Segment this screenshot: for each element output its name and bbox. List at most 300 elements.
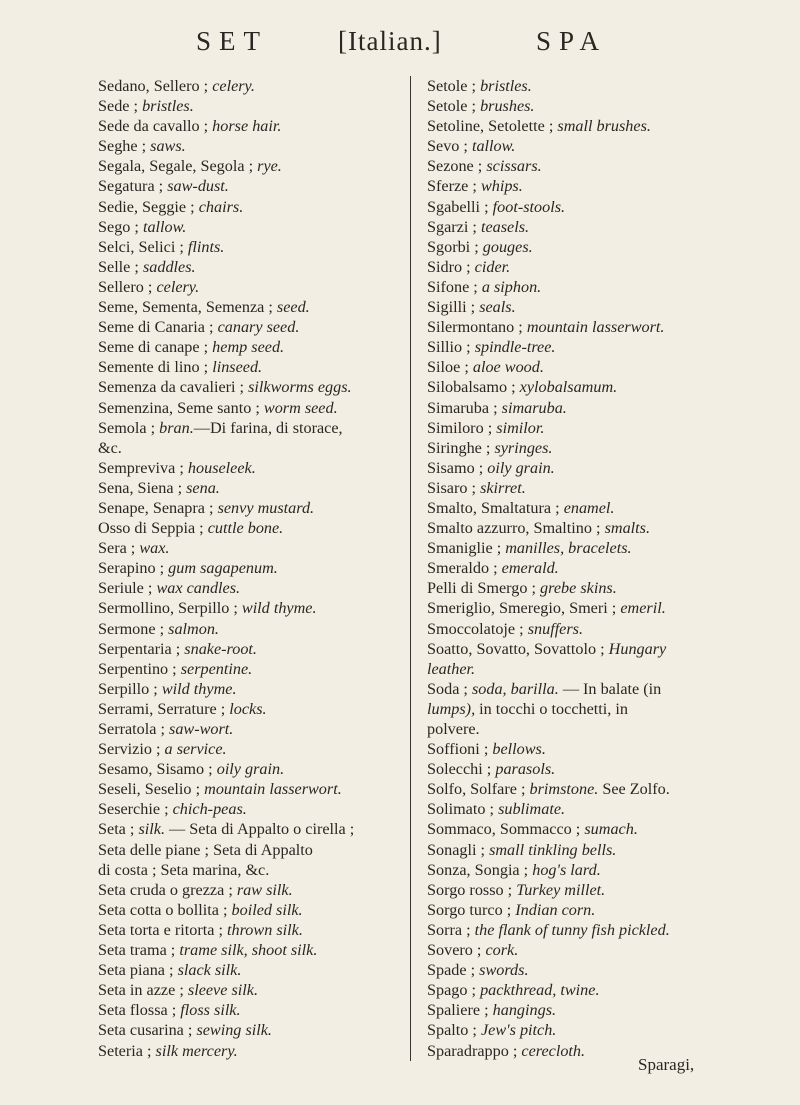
- dictionary-entry: [427, 136, 727, 156]
- entry-translation: swords.: [479, 961, 529, 980]
- entry-translation: aloe wood.: [472, 358, 544, 377]
- entry-translation: salmon.: [168, 619, 219, 638]
- dictionary-entry: [427, 438, 727, 458]
- entry-headword: Servizio ;: [98, 740, 165, 759]
- entry-headword: Setoline, Setolette ;: [427, 117, 558, 136]
- entry-translation: bran.: [159, 418, 194, 437]
- dictionary-entry: [427, 880, 727, 900]
- entry-headword: Sera ;: [98, 539, 140, 558]
- entry-translation: slack silk.: [177, 961, 242, 980]
- dictionary-entry: [427, 337, 727, 357]
- column-divider: [410, 76, 411, 1061]
- dictionary-entry: [427, 739, 727, 759]
- entry-translation: senvy mustard.: [217, 498, 315, 517]
- entry-headword: Sermollino, Serpillo ;: [98, 599, 242, 618]
- entry-headword: Sparadrappo ;: [427, 1041, 522, 1060]
- dictionary-entry: [427, 578, 727, 598]
- entry-headword: Segala, Segale, Segola ;: [98, 157, 258, 176]
- entry-translation: Hungary: [608, 639, 667, 658]
- dictionary-entry: [98, 237, 398, 257]
- entry-translation: floss silk.: [180, 1001, 241, 1020]
- entry-headword: Sisaro ;: [427, 478, 481, 497]
- dictionary-entry: [427, 317, 727, 337]
- entry-headword: Siringhe ;: [427, 438, 495, 457]
- entry-headword: Seta cruda o grezza ;: [98, 880, 237, 899]
- dictionary-entry: [98, 900, 398, 920]
- entry-translation: a service.: [164, 740, 227, 759]
- dictionary-entry: [427, 699, 727, 719]
- entry-translation: xylobalsamum.: [519, 378, 618, 397]
- entry-headword: Sidro ;: [427, 257, 475, 276]
- dictionary-entry: [427, 96, 727, 116]
- entry-translation: sena.: [186, 478, 220, 497]
- entry-translation: wax candles.: [156, 579, 241, 598]
- entry-translation: skirret.: [480, 478, 526, 497]
- entry-translation: manilles, bracelets.: [505, 539, 632, 558]
- entry-headword: Senape, Senapra ;: [98, 498, 218, 517]
- dictionary-entry: [427, 799, 727, 819]
- entry-translation: tallow.: [142, 217, 187, 236]
- dictionary-entry: [98, 418, 398, 438]
- entry-translation: serpentine.: [180, 659, 253, 678]
- entry-translation: smalts.: [604, 519, 651, 538]
- entry-translation: wild thyme.: [161, 679, 237, 698]
- entry-translation: rye.: [257, 157, 282, 176]
- entry-headword: Soatto, Sovatto, Sovattolo ;: [427, 639, 609, 658]
- entry-translation: saws.: [150, 137, 186, 156]
- entry-headword: Sorgo rosso ;: [427, 880, 517, 899]
- dictionary-entry: [98, 558, 398, 578]
- entry-headword: Sorra ;: [427, 920, 475, 939]
- entry-translation: silk.: [138, 820, 165, 839]
- entry-headword: Seteria ;: [98, 1041, 156, 1060]
- entry-translation: mountain lasserwort.: [526, 318, 665, 337]
- entry-translation: grebe skins.: [540, 579, 617, 598]
- entry-headword: Seta flossa ;: [98, 1001, 181, 1020]
- dictionary-entry: [427, 719, 727, 739]
- entry-note: in tocchi o tocchetti, in: [475, 699, 628, 718]
- entry-headword: &c.: [98, 438, 122, 457]
- dictionary-entry: [98, 819, 398, 839]
- catchword: Sparagi,: [638, 1055, 695, 1074]
- entry-translation: seed.: [276, 298, 310, 317]
- dictionary-entry: [98, 458, 398, 478]
- dictionary-entry: [98, 498, 398, 518]
- dictionary-entry: [427, 257, 727, 277]
- entry-headword: Sovero ;: [427, 941, 486, 960]
- dictionary-entry: [427, 819, 727, 839]
- entry-headword: Sermone ;: [98, 619, 169, 638]
- entry-translation: small brushes.: [557, 117, 651, 136]
- entry-translation: flints.: [187, 237, 225, 256]
- entry-headword: Pelli di Smergo ;: [427, 579, 541, 598]
- entry-headword: Semente di lino ;: [98, 358, 213, 377]
- entry-translation: parasols.: [495, 760, 556, 779]
- entry-translation: saw-wort.: [169, 720, 234, 738]
- dictionary-entry: [427, 217, 727, 237]
- entry-translation: thrown silk.: [227, 920, 303, 939]
- entry-headword: polvere.: [427, 720, 480, 738]
- entry-headword: Soffioni ;: [427, 740, 493, 759]
- entry-headword: Serrami, Serrature ;: [98, 699, 230, 718]
- entry-headword: Seta torta e ritorta ;: [98, 920, 228, 939]
- entry-headword: Sedano, Sellero ;: [98, 77, 213, 95]
- header-right: SPA: [536, 26, 608, 56]
- entry-headword: Seghe ;: [98, 137, 151, 156]
- left-column: [98, 76, 398, 1061]
- entry-headword: Sgabelli ;: [427, 197, 493, 216]
- dictionary-entry: [427, 418, 727, 438]
- entry-translation: gouges.: [482, 237, 533, 256]
- entry-headword: Selle ;: [98, 257, 143, 276]
- dictionary-entry: [427, 237, 727, 257]
- dictionary-entry: [98, 297, 398, 317]
- dictionary-entry: [98, 478, 398, 498]
- entry-headword: Silobalsamo ;: [427, 378, 520, 397]
- entry-headword: Seseli, Seselio ;: [98, 780, 205, 799]
- entry-translation: bellows.: [492, 740, 546, 759]
- entry-headword: Spade ;: [427, 961, 480, 980]
- dictionary-entry: [427, 398, 727, 418]
- dictionary-entry: [98, 739, 398, 759]
- entry-headword: Seta cotta o bollita ;: [98, 900, 232, 919]
- entry-headword: Sede ;: [98, 97, 143, 116]
- dictionary-entry: [98, 920, 398, 940]
- entry-translation: brushes.: [480, 97, 535, 116]
- entry-translation: hangings.: [492, 1001, 557, 1020]
- entry-translation: saw-dust.: [167, 177, 229, 196]
- entry-headword: Sempreviva ;: [98, 458, 188, 477]
- dictionary-entry: [98, 619, 398, 639]
- entry-translation: silk mercery.: [155, 1041, 238, 1060]
- dictionary-entry: [98, 840, 398, 860]
- dictionary-entry: [427, 277, 727, 297]
- dictionary-entry: [98, 1041, 398, 1061]
- entry-headword: Serpentaria ;: [98, 639, 185, 658]
- dictionary-entry: [427, 558, 727, 578]
- dictionary-entry: [98, 940, 398, 960]
- dictionary-entry: [427, 779, 727, 799]
- entry-translation: tallow.: [471, 137, 516, 156]
- entry-headword: Sego ;: [98, 217, 143, 236]
- entry-translation: canary seed.: [217, 318, 300, 337]
- entry-translation: brimstone.: [529, 780, 599, 799]
- dictionary-entry: [427, 759, 727, 779]
- entry-translation: bristles.: [480, 77, 532, 95]
- entry-translation: horse hair.: [212, 117, 282, 136]
- entry-translation: snake-root.: [184, 639, 257, 658]
- entry-translation: small tinkling bells.: [489, 840, 617, 859]
- entry-translation: emeril.: [620, 599, 666, 618]
- entry-translation: sumach.: [584, 820, 638, 839]
- dictionary-entry: [98, 277, 398, 297]
- dictionary-entry: [427, 1020, 727, 1040]
- entry-translation: spindle-tree.: [474, 338, 556, 357]
- entry-headword: Setole ;: [427, 77, 481, 95]
- entry-headword: Smalto azzurro, Smaltino ;: [427, 519, 605, 538]
- entry-note: —Di farina, di storace,: [193, 418, 343, 437]
- entry-translation: Turkey millet.: [516, 880, 606, 899]
- header-center: [Italian.]: [338, 26, 442, 56]
- dictionary-entry: [98, 518, 398, 538]
- entry-translation: emerald.: [501, 559, 559, 578]
- dictionary-entry: [98, 719, 398, 739]
- dictionary-entry: [98, 217, 398, 237]
- entry-translation: soda, barilla.: [471, 679, 559, 698]
- dictionary-entry: [427, 498, 727, 518]
- dictionary-entry: [427, 458, 727, 478]
- dictionary-entry: [427, 357, 727, 377]
- dictionary-entry: [98, 639, 398, 659]
- entry-headword: Siloe ;: [427, 358, 473, 377]
- entry-headword: Sillio ;: [427, 338, 475, 357]
- entry-translation: locks.: [229, 699, 267, 718]
- entry-headword: di costa ; Seta marina, &c.: [98, 860, 270, 879]
- entry-translation: foot-stools.: [492, 197, 566, 216]
- entry-translation: sewing silk.: [196, 1021, 272, 1040]
- entry-translation: sublimate.: [498, 800, 566, 819]
- entry-headword: Sonagli ;: [427, 840, 490, 859]
- entry-note: — Seta di Appalto o cirella ;: [165, 820, 355, 839]
- entry-headword: Serapino ;: [98, 559, 169, 578]
- entry-headword: Sedie, Seggie ;: [98, 197, 199, 216]
- entry-translation: enamel.: [563, 498, 615, 517]
- entry-translation: wild thyme.: [241, 599, 317, 618]
- entry-translation: linseed.: [212, 358, 263, 377]
- dictionary-entry: [427, 377, 727, 397]
- dictionary-entry: [98, 197, 398, 217]
- entry-translation: Jew's pitch.: [480, 1021, 557, 1040]
- dictionary-entry: [98, 96, 398, 116]
- entry-headword: Osso di Seppia ;: [98, 519, 208, 538]
- dictionary-entry: [98, 538, 398, 558]
- entry-headword: Sisamo ;: [427, 458, 488, 477]
- entry-headword: Sifone ;: [427, 277, 482, 296]
- entry-translation: cork.: [485, 941, 519, 960]
- entry-headword: Sede da cavallo ;: [98, 117, 213, 136]
- entry-translation: mountain lasserwort.: [204, 780, 342, 799]
- entry-headword: Sevo ;: [427, 137, 472, 156]
- dictionary-entry: [427, 538, 727, 558]
- dictionary-entry: [98, 679, 398, 699]
- entry-translation: cerecloth.: [521, 1041, 586, 1060]
- dictionary-entry: [427, 116, 727, 136]
- entry-headword: Serratola ;: [98, 720, 170, 738]
- entry-translation: scissars.: [486, 157, 542, 176]
- entry-headword: Sgarzi ;: [427, 217, 481, 236]
- entry-headword: Serpillo ;: [98, 679, 162, 698]
- entry-translation: chich-peas.: [172, 800, 247, 819]
- entry-headword: Seta cusarina ;: [98, 1021, 197, 1040]
- entry-headword: Solimato ;: [427, 800, 499, 819]
- entry-headword: Solfo, Solfare ;: [427, 780, 530, 799]
- entry-translation: the flank of tunny fish pickled.: [474, 920, 670, 939]
- entry-translation: Indian corn.: [515, 900, 596, 919]
- entry-translation: snuffers.: [527, 619, 584, 638]
- entry-translation: raw silk.: [236, 880, 293, 899]
- entry-headword: Sezone ;: [427, 157, 487, 176]
- dictionary-entry: [427, 1000, 727, 1020]
- entry-headword: Sonza, Songia ;: [427, 860, 533, 879]
- entry-note: See Zolfo.: [598, 780, 670, 799]
- dictionary-entry: [427, 297, 727, 317]
- dictionary-entry: [427, 960, 727, 980]
- entry-translation: cider.: [474, 257, 511, 276]
- dictionary-entry: [98, 578, 398, 598]
- dictionary-entry: [98, 317, 398, 337]
- entry-headword: Segatura ;: [98, 177, 168, 196]
- entry-translation: celery.: [156, 277, 200, 296]
- entry-translation: chairs.: [198, 197, 244, 216]
- dictionary-entry: [98, 598, 398, 618]
- dictionary-entry: [427, 76, 727, 96]
- entry-headword: Selci, Selici ;: [98, 237, 188, 256]
- running-header: [0, 26, 800, 70]
- entry-translation: oily grain.: [216, 760, 285, 779]
- entry-headword: Sgorbi ;: [427, 237, 483, 256]
- entry-translation: seals.: [479, 298, 516, 317]
- entry-headword: Setole ;: [427, 97, 481, 116]
- entry-note: — In balate (in: [558, 679, 662, 698]
- entry-translation: cuttle bone.: [207, 519, 284, 538]
- dictionary-entry: [98, 860, 398, 880]
- entry-headword: Similoro ;: [427, 418, 497, 437]
- entry-translation: whips.: [480, 177, 523, 196]
- entry-translation: oily grain.: [487, 458, 555, 477]
- dictionary-entry: [98, 799, 398, 819]
- entry-headword: Semola ;: [98, 418, 160, 437]
- dictionary-entry: [98, 398, 398, 418]
- entry-headword: Sellero ;: [98, 277, 157, 296]
- entry-headword: Seta trama ;: [98, 941, 180, 960]
- entry-headword: Seta delle piane ; Seta di Appalto: [98, 840, 313, 859]
- entry-translation: simaruba.: [501, 398, 567, 417]
- dictionary-entry: [427, 920, 727, 940]
- dictionary-entry: [98, 438, 398, 458]
- entry-translation: gum sagapenum.: [168, 559, 278, 578]
- entry-headword: Seta in azze ;: [98, 981, 188, 1000]
- entry-translation: hemp seed.: [212, 338, 285, 357]
- dictionary-entry: [427, 840, 727, 860]
- dictionary-entry: [98, 257, 398, 277]
- entry-headword: Spalto ;: [427, 1021, 481, 1040]
- entry-translation: worm seed.: [263, 398, 338, 417]
- dictionary-entry: [98, 980, 398, 1000]
- entry-headword: Sferze ;: [427, 177, 481, 196]
- entry-headword: Seta ;: [98, 820, 139, 839]
- dictionary-entry: [427, 619, 727, 639]
- entry-translation: wax.: [139, 539, 170, 558]
- dictionary-entry: [427, 900, 727, 920]
- dictionary-entry: [98, 337, 398, 357]
- entry-headword: Sesamo, Sisamo ;: [98, 760, 217, 779]
- entry-headword: Semenza da cavalieri ;: [98, 378, 249, 397]
- entry-headword: Solecchi ;: [427, 760, 496, 779]
- entry-headword: Silermontano ;: [427, 318, 527, 337]
- dictionary-entry: [98, 759, 398, 779]
- dictionary-entry: [427, 860, 727, 880]
- entry-headword: Smoccolatoje ;: [427, 619, 528, 638]
- dictionary-entry: [98, 377, 398, 397]
- entry-translation: leather.: [427, 659, 476, 678]
- entry-headword: Seserchie ;: [98, 800, 173, 819]
- entry-headword: Sorgo turco ;: [427, 900, 516, 919]
- dictionary-entry: [427, 176, 727, 196]
- entry-headword: Spago ;: [427, 981, 481, 1000]
- entry-headword: Soda ;: [427, 679, 472, 698]
- entry-headword: Sigilli ;: [427, 298, 480, 317]
- dictionary-entry: [98, 1000, 398, 1020]
- dictionary-entry: [98, 136, 398, 156]
- entry-headword: Seriule ;: [98, 579, 157, 598]
- entry-headword: Seme di canape ;: [98, 338, 213, 357]
- dictionary-entry: [427, 679, 727, 699]
- entry-translation: boiled silk.: [231, 900, 303, 919]
- entry-translation: similor.: [496, 418, 545, 437]
- dictionary-entry: [98, 156, 398, 176]
- entry-translation: trame silk, shoot silk.: [179, 941, 318, 960]
- entry-headword: Spaliere ;: [427, 1001, 493, 1020]
- dictionary-entry: [427, 980, 727, 1000]
- entry-translation: houseleek.: [187, 458, 256, 477]
- dictionary-entry: [427, 478, 727, 498]
- header-left: SET: [196, 26, 269, 56]
- dictionary-entry: [98, 880, 398, 900]
- entry-translation: syringes.: [494, 438, 553, 457]
- entry-translation: saddles.: [142, 257, 196, 276]
- dictionary-entry: [98, 176, 398, 196]
- dictionary-entry: [98, 699, 398, 719]
- entry-headword: Smeraldo ;: [427, 559, 502, 578]
- dictionary-entry: [427, 598, 727, 618]
- right-column: [427, 76, 727, 1061]
- entry-translation: teasels.: [480, 217, 530, 236]
- entry-headword: Sommaco, Sommacco ;: [427, 820, 585, 839]
- dictionary-entry: [427, 197, 727, 217]
- entry-translation: sleeve silk.: [187, 981, 258, 1000]
- entry-headword: Serpentino ;: [98, 659, 181, 678]
- dictionary-entry: [427, 639, 727, 659]
- dictionary-entry: [98, 76, 398, 96]
- dictionary-entry: [98, 116, 398, 136]
- entry-headword: Semenzina, Seme santo ;: [98, 398, 264, 417]
- dictionary-entry: [98, 1020, 398, 1040]
- entry-headword: Smaniglie ;: [427, 539, 506, 558]
- entry-translation: silkworms eggs.: [248, 378, 352, 397]
- entry-translation: lumps),: [427, 699, 476, 718]
- dictionary-entry: [98, 779, 398, 799]
- entry-headword: Smeriglio, Smeregio, Smeri ;: [427, 599, 621, 618]
- entry-translation: a siphon.: [481, 277, 542, 296]
- entry-headword: Seta piana ;: [98, 961, 178, 980]
- dictionary-entry: [427, 518, 727, 538]
- entry-translation: hog's lard.: [532, 860, 601, 879]
- dictionary-entry: [427, 156, 727, 176]
- entry-headword: Simaruba ;: [427, 398, 502, 417]
- entry-headword: Sena, Siena ;: [98, 478, 187, 497]
- dictionary-entry: [98, 357, 398, 377]
- entry-translation: bristles.: [142, 97, 194, 116]
- dictionary-entry: [427, 940, 727, 960]
- dictionary-entry: [98, 659, 398, 679]
- entry-headword: Seme di Canaria ;: [98, 318, 218, 337]
- entry-translation: celery.: [212, 77, 255, 95]
- entry-headword: Smalto, Smaltatura ;: [427, 498, 564, 517]
- entry-headword: Seme, Sementa, Semenza ;: [98, 298, 277, 317]
- entry-translation: packthread, twine.: [480, 981, 600, 1000]
- dictionary-entry: [427, 659, 727, 679]
- dictionary-entry: [98, 960, 398, 980]
